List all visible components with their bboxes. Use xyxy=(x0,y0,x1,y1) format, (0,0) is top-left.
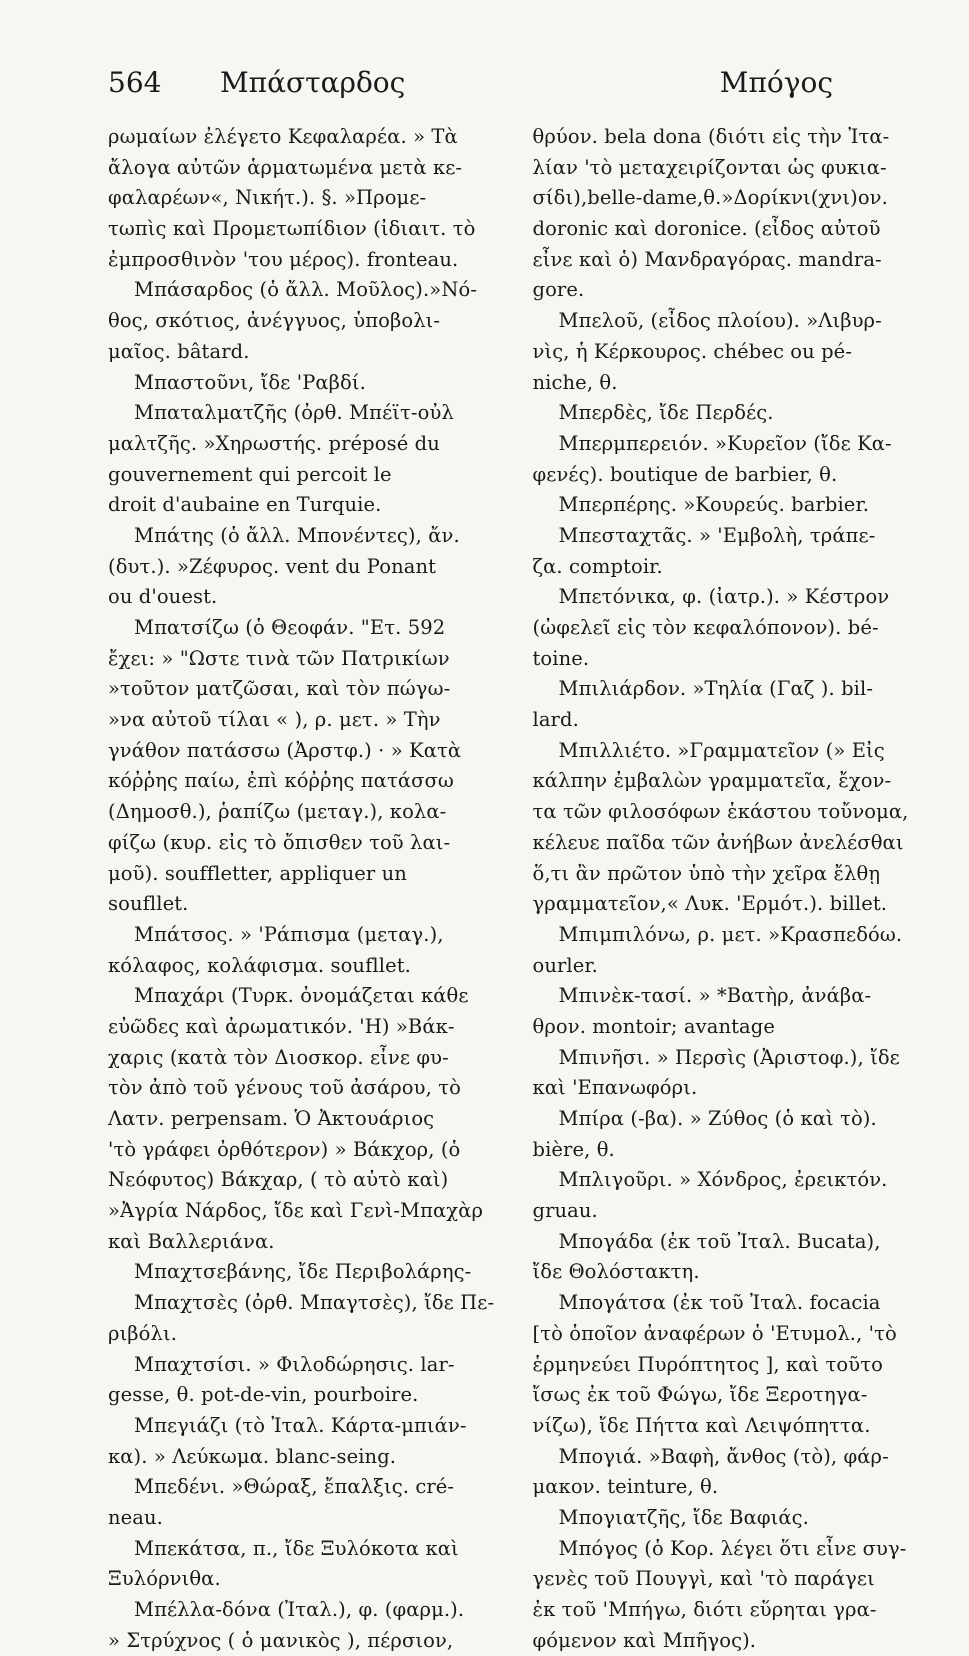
text-line: toine. xyxy=(532,646,590,670)
text-line: εὐῶδες καὶ ἀρωματικόν. 'Η) »Βάκ- xyxy=(108,1014,455,1038)
running-head-left: Μπάσταρδος xyxy=(220,66,406,99)
page-header xyxy=(108,60,929,122)
text-line: »τοῦτον ματζῶσαι, καὶ τὸν πώγω- xyxy=(108,677,451,701)
text-line: θρον. montoir; avantage xyxy=(532,1014,775,1038)
right-column xyxy=(533,122,930,1656)
text-line: ἐκ τοῦ 'Μπήγω, διότι εὕρηται γρα- xyxy=(532,1598,877,1621)
text-line: τα τῶν φιλοσόφων ἑκάστου τοὔνομα, xyxy=(532,800,909,824)
text-line: Μπάτσος. » 'Ράπισμα (μεταγ.), xyxy=(134,922,444,946)
text-line: ἐμπροσθινὸν 'του μέρος). fronteau. xyxy=(108,247,459,271)
text-line: ou d'ouest. xyxy=(108,585,218,609)
text-line: κέλευε παῖδα τῶν ἀνήβων ἀνελέσθαι xyxy=(532,830,904,854)
text-line: φαλαρέων«, Νικήτ.). §. »Προμε- xyxy=(108,186,427,210)
text-line: νίζω), ἴδε Πήττα καὶ Λειψόπηττα. xyxy=(532,1413,871,1437)
text-line: κάλπην ἐμβαλὼν γραμματεῖα, ἔχον- xyxy=(532,769,892,793)
text-line: Μπετόνικα, φ. (ἰατρ.). » Κέστρον xyxy=(558,585,890,609)
text-line: γνάθον πατάσσω (Ἀρστφ.) · » Κατὰ xyxy=(108,738,462,762)
text-line: Μπεσταχτᾶς. » 'Εμβολὴ, τράπε- xyxy=(558,523,876,547)
text-line: »να αὐτοῦ τίλαι « ), ρ. μετ. » Τὴν xyxy=(108,708,441,732)
text-line: lard. xyxy=(532,708,579,732)
text-line: νὶς, ἡ Κέρκουρος. chébec ou pé- xyxy=(532,339,853,363)
text-line: »Ἀγρία Νάρδος, ἴδε καὶ Γενὶ-Μπαχὰρ xyxy=(108,1199,484,1223)
text-line: τωπὶς καὶ Προμετωπίδιον (ἰδιαιτ. τὸ xyxy=(108,217,476,241)
text-line: Μπογάτσα (ἐκ τοῦ Ἰταλ. focacia xyxy=(558,1291,881,1315)
text-line: θρύον. bela dona (διότι εἰς τὴν Ἰτα- xyxy=(532,125,890,148)
text-line: κόῤῥης παίω, ἐπὶ κόῤῥης πατάσσω xyxy=(108,769,454,793)
text-line: gruau. xyxy=(532,1199,598,1223)
text-line: τὸν ἀπὸ τοῦ γένους τοῦ ἀσάρου, τὸ xyxy=(108,1076,461,1100)
text-line: Μπερδὲς, ἴδε Περδές. xyxy=(558,401,774,425)
text-line: Μπερπέρης. »Κουρεύς. barbier. xyxy=(558,493,870,517)
text-line: ourler. xyxy=(532,953,598,977)
text-line: (ὠφελεῖ εἰς τὸν κεφαλόπονον). bé- xyxy=(532,616,879,639)
text-line: σίδι),belle-dame,θ.»Δορίκνι(χνι)ον. xyxy=(532,186,888,210)
text-line: soufllet. xyxy=(108,892,189,916)
text-line: Μπαχτσεβάνης, ἴδε Περιβολάρης- xyxy=(134,1260,472,1284)
text-line: κα). » Λεύκωμα. blanc-seing. xyxy=(108,1444,397,1468)
text-line: μαλτζῆς. »Χηρωστής. préposé du xyxy=(108,431,440,455)
text-line: neau. xyxy=(108,1505,163,1529)
text-line: [τὸ ὁποῖον ἀναφέρων ὁ 'Ετυμολ., 'τὸ xyxy=(532,1321,897,1345)
text-line: (Δημοσθ.), ῥαπίζω (μεταγ.), κολα- xyxy=(108,800,447,824)
text-line: Μπεγιάζι (τὸ Ἰταλ. Κάρτα-μπιάν- xyxy=(134,1413,467,1437)
text-line: φενές). boutique de barbier, θ. xyxy=(532,462,838,486)
text-line: Μπεκάτσα, π., ἴδε Ξυλόκοτα καὶ xyxy=(134,1536,459,1560)
text-line: Μπέλλα-δόνα (Ἰταλ.), φ. (φαρμ.). xyxy=(134,1598,465,1621)
text-line: Μπιλλιέτο. »Γραμματεῖον (» Εἰς xyxy=(558,738,885,762)
text-line: φίζω (κυρ. εἰς τὸ ὄπισθεν τοῦ λαι- xyxy=(108,830,451,854)
text-line: ρωμαίων ἐλέγετο Κεφαλαρέα. » Τὰ xyxy=(108,125,458,148)
text-line: εἶνε καὶ ὁ) Μανδραγόρας. mandra- xyxy=(532,247,882,271)
text-line: Μπίρα (-βα). » Ζύθος (ὁ καὶ τὸ). xyxy=(558,1107,877,1130)
text-line: » Στρύχνος ( ὁ μανικὸς ), πέρσιον, xyxy=(108,1628,454,1652)
text-line: Μπαχτσὲς (ὀρθ. Μπαγτσὲς), ἴδε Πε- xyxy=(134,1291,495,1315)
text-line: ριβόλι. xyxy=(108,1321,178,1345)
text-line: Μπόγος (ὁ Κορ. λέγει ὅτι εἶνε συγ- xyxy=(558,1536,907,1560)
text-line: μακον. teinture, θ. xyxy=(532,1475,719,1499)
text-line: Λατν. perpensam. Ὁ Ἀκτουάριος xyxy=(108,1107,435,1130)
text-line: Μπαχάρι (Τυρκ. ὀνομάζεται κάθε xyxy=(134,984,469,1008)
running-head-right: Μπόγος xyxy=(719,66,833,99)
text-line: φόμενον καὶ Μπῆγος). xyxy=(532,1628,757,1652)
text-line: droit d'aubaine en Turquie. xyxy=(108,493,382,517)
text-line: Μπινὲκ-τασί. » *Βατὴρ, ἀνάβα- xyxy=(558,984,872,1008)
text-line: Μπογιατζῆς, ἴδε Βαφιάς. xyxy=(558,1505,809,1529)
text-line: Μπατσίζω (ὁ Θεοφάν. "Ετ. 592 xyxy=(134,616,446,639)
text-line: Μπογάδα (ἐκ τοῦ Ἰταλ. Bucata), xyxy=(558,1229,881,1253)
text-line: doronic καὶ doronice. (εἶδος αὐτοῦ xyxy=(532,217,881,241)
text-line: gesse, θ. pot-de-vin, pourboire. xyxy=(108,1383,419,1407)
left-column xyxy=(108,122,505,1656)
text-line: ἄλογα αὐτῶν ἁρματωμένα μετὰ κε- xyxy=(108,155,463,179)
text-line: (δυτ.). »Ζέφυρος. vent du Ponant xyxy=(108,554,437,578)
text-line: Μπιμπιλόνω, ρ. μετ. »Κρασπεδόω. xyxy=(558,922,903,946)
text-line: Μπάτης (ὁ ἄλλ. Μπονέντες), ἄν. xyxy=(134,523,460,547)
text-line: μαῖος. bâtard. xyxy=(108,339,250,363)
text-line: λίαν 'τὸ μεταχειρίζονται ὡς φυκια- xyxy=(532,155,887,179)
text-line: μοῦ). souffletter, appliquer un xyxy=(108,861,407,885)
text-line: Μπαχτσίσι. » Φιλοδώρησις. lar- xyxy=(134,1352,455,1376)
text-line: Μπινῆσι. » Περσὶς (Ἀριστοφ.), ἴδε xyxy=(558,1045,900,1069)
text-line: ἴδε Θολόστακτη. xyxy=(532,1260,700,1284)
text-line: θος, σκότιος, ἀνέγγυος, ὑποβολι- xyxy=(108,309,441,333)
text-line: Μπελοῦ, (εἶδος πλοίου). »Λιβυρ- xyxy=(558,309,882,333)
text-columns xyxy=(108,122,929,1656)
page-number: 564 xyxy=(108,66,162,99)
text-line: gouvernement qui percoit le xyxy=(108,462,392,486)
text-line: ὅ,τι ἂν πρῶτον ὑπὸ τὴν χεῖρα ἔλθῃ xyxy=(532,861,881,885)
text-line: Μπλιγοῦρι. » Χόνδρος, ἐρεικτόν. xyxy=(558,1168,888,1192)
text-line: Μπεδένι. »Θώραξ, ἔπαλξις. cré- xyxy=(134,1475,455,1499)
text-line: Μπάσαρδος (ὁ ἄλλ. Μοῦλος).»Νό- xyxy=(134,278,478,302)
text-line: καὶ 'Επανωφόρι. xyxy=(532,1076,698,1100)
text-line: niche, θ. xyxy=(532,370,618,394)
text-line: Μπαταλματζῆς (ὀρθ. Μπέϊτ-οὐλ xyxy=(134,401,454,425)
text-line: ἴσως ἐκ τοῦ Φώγω, ἴδε Ξεροτηγα- xyxy=(532,1383,868,1407)
text-line: Μπογιά. »Βαφὴ, ἄνθος (τὸ), φάρ- xyxy=(558,1444,889,1468)
text-line: gore. xyxy=(532,278,585,302)
text-line: ἔχει: » "Ωστε τινὰ τῶν Πατρικίων xyxy=(108,646,450,670)
text-line: bière, θ. xyxy=(532,1137,615,1161)
text-line: ἑρμηνεύει Πυρόπτητος ], καὶ τοῦτο xyxy=(532,1352,883,1376)
text-line: Μπερμπερειόν. »Κυρεῖον (ἴδε Κα- xyxy=(558,431,892,455)
text-line: κόλαφος, κολάφισμα. soufllet. xyxy=(108,953,411,977)
text-line: Μπαστοῦνι, ἴδε 'Ραβδί. xyxy=(134,370,366,394)
text-line: Ξυλόρνιθα. xyxy=(108,1567,221,1591)
text-line: γραμματεῖον,« Λυκ. 'Ερμότ.). billet. xyxy=(532,892,888,916)
text-line: καὶ Βαλλεριάνα. xyxy=(108,1229,275,1253)
text-line: Μπιλιάρδον. »Τηλία (Γαζ ). bil- xyxy=(558,677,874,701)
text-line: 'τὸ γράφει ὀρθότερον) » Βάκχορ, (ὁ xyxy=(108,1137,461,1161)
text-line: γενὲς τοῦ Πουγγὶ, καὶ 'τὸ παράγει xyxy=(532,1567,875,1591)
text-line: Νεόφυτος) Βάκχαρ, ( τὸ αὐτὸ καὶ) xyxy=(108,1168,449,1192)
text-line: ζα. comptoir. xyxy=(532,554,663,578)
text-line: χαρις (κατὰ τὸν Διοσκορ. εἶνε φυ- xyxy=(108,1045,449,1069)
